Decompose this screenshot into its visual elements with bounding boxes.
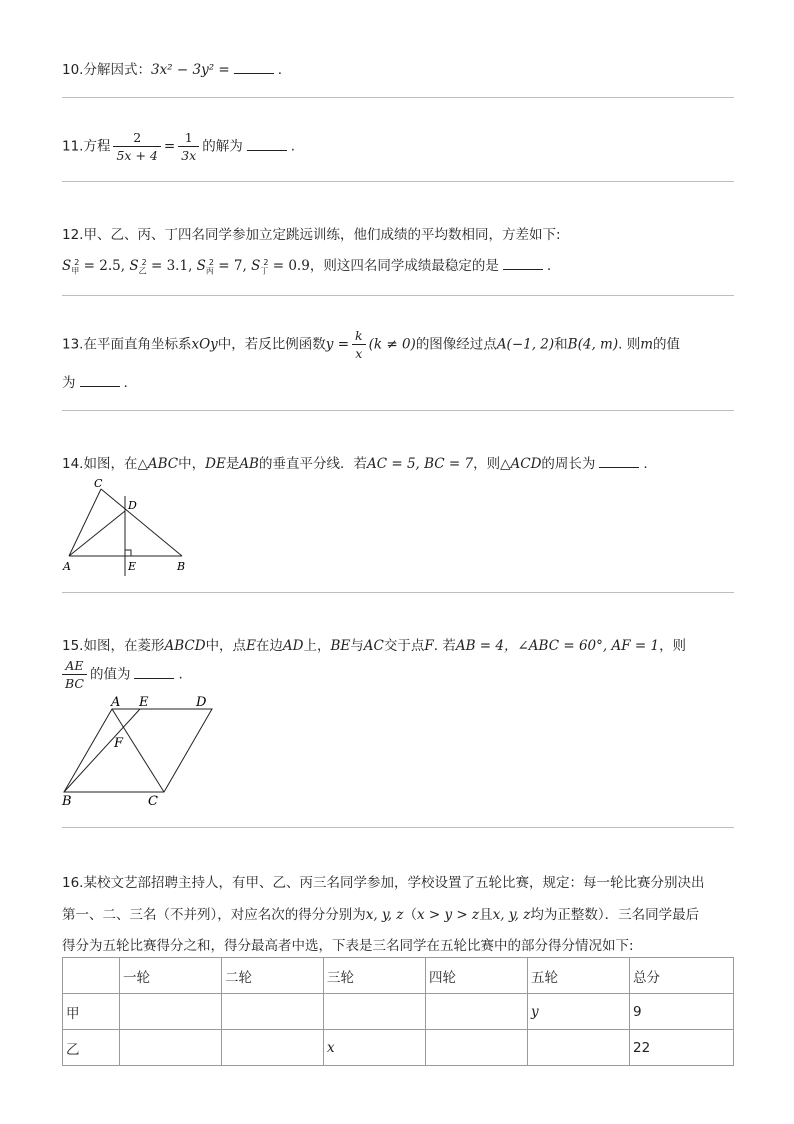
q11-end: . <box>290 138 295 155</box>
q15-given: AB = 4，∠ABC = 60°, AF = 1 <box>455 638 660 654</box>
q12-var-ding: 0.9 <box>288 258 310 274</box>
q14-given: AC = 5, BC = 7 <box>366 456 474 472</box>
table-cell <box>324 994 426 1030</box>
table-header-cell: 一轮 <box>120 958 222 994</box>
table-cell <box>222 1030 324 1066</box>
q15-label-d: D <box>196 695 207 710</box>
q14-label-c: C <box>94 477 103 490</box>
question-14: 14.如图，在△ABC中，DE是AB的垂直平分线．若AC = 5, BC = 7，则△ACD的周长为 . <box>62 456 648 472</box>
q14-label-e: E <box>128 560 137 573</box>
table-cell: 甲 <box>63 994 120 1030</box>
question-13-line-1: 13.在平面直角坐标系xOy中，若反比例函数y = $\frac{k}{x}$ (k ≠ 0)的图像经过点A(−1, 2)和B(4, m). 则m的值 <box>62 328 681 361</box>
q12-sub-yi: 乙 <box>138 266 147 276</box>
q12-var-jia: 2.5 <box>99 258 121 274</box>
q15-label-c: C <box>148 794 158 809</box>
q12-var-bing: 7 <box>233 258 243 274</box>
question-16-line-1: 16.某校文艺部招聘主持人，有甲、乙、丙三名同学参加，学校设置了五轮比赛，规定：每一轮比赛分别决出 <box>62 875 705 891</box>
table-header-cell: 四轮 <box>426 958 528 994</box>
q13-prefix: 13.在平面直角坐标系 <box>62 336 192 353</box>
table-cell <box>426 994 528 1030</box>
q11-equals: = <box>163 138 176 155</box>
q15-label-e: E <box>139 695 149 710</box>
q13-condition: (k ≠ 0) <box>368 336 416 353</box>
q10-prefix: 10.分解因式： <box>62 62 151 78</box>
table-cell: y <box>528 994 630 1030</box>
separator <box>62 592 734 593</box>
table-row <box>63 994 734 1030</box>
question-12-line-1 <box>62 223 734 243</box>
q14-label-d: D <box>128 499 137 512</box>
q10-math: 3x² − 3y² = <box>150 62 230 78</box>
score-table <box>62 957 734 1066</box>
q10-answer-blank[interactable] <box>234 61 274 74</box>
table-header-cell: 总分 <box>630 958 734 994</box>
q14-answer-blank[interactable] <box>599 455 639 468</box>
question-13-line-2: 为 . <box>62 375 128 391</box>
q10-end: . <box>277 62 283 78</box>
table-header-row <box>63 958 734 994</box>
q12-var-yi: 3.1 <box>166 258 189 274</box>
q15-label-f: F <box>114 736 124 751</box>
separator <box>62 181 734 182</box>
q11-suffix: 的解为 <box>202 138 243 155</box>
q14-triangle-figure <box>60 476 190 580</box>
q13-answer-blank[interactable] <box>80 374 120 387</box>
table-cell <box>426 1030 528 1066</box>
q13-function-lhs: y = <box>325 336 350 353</box>
q12-sub-jia: 甲 <box>71 266 80 276</box>
table-cell: 22 <box>630 1030 734 1066</box>
table-header-cell: 五轮 <box>528 958 630 994</box>
question-10 <box>62 58 734 78</box>
q12-line1: 12.甲、乙、丙、丁四名同学参加立定跳远训练，他们成绩的平均数相同，方差如下: <box>62 227 561 243</box>
question-15-line-2: $\frac{AE}{BC}$ 的值为 . <box>62 658 734 691</box>
q15-fraction: $\frac{AE}{BC}$ <box>62 658 87 691</box>
question-15-line-1: 15.如图，在菱形ABCD中，点E在边AD上，BE与AC交于点F. 若AB = 4，∠ABC = 60°, AF = 1，则 <box>62 638 687 654</box>
q15-rhombus-figure <box>56 692 226 810</box>
q15-answer-blank[interactable] <box>134 666 174 679</box>
q13-fraction: $\frac{k}{x}$ <box>352 328 366 361</box>
q12-answer-blank[interactable] <box>503 257 543 270</box>
table-header-cell: 三轮 <box>324 958 426 994</box>
separator <box>62 410 734 411</box>
q14-label-a: A <box>63 560 71 573</box>
q11-fraction-1: $\frac{2}{5x + 4}$ <box>113 130 160 163</box>
q11-prefix: 11.方程 <box>62 138 111 155</box>
table-cell: x <box>324 1030 426 1066</box>
question-16-line-3: 得分为五轮比赛得分之和，得分最高者中选，下表是三名同学在五轮比赛中的部分得分情况如下: <box>62 938 634 954</box>
table-cell: 乙 <box>63 1030 120 1066</box>
q12-sub-bing: 丙 <box>205 266 214 276</box>
q11-fraction-2: $\frac{1}{3x}$ <box>178 130 199 163</box>
q13-point-b: B(4, m) <box>567 336 619 353</box>
table-header-cell <box>63 958 120 994</box>
separator <box>62 827 734 828</box>
q14-label-b: B <box>177 560 186 573</box>
question-12-line-2: $S_甲^2 = 2.5$, $S_乙^2 = 3.1$, $S_丙^2 = 7$, $S_丁^2 = 0.9$，则这四名同学成绩最稳定的是 . <box>62 257 552 276</box>
q13-point-a: A(−1, 2) <box>496 336 555 353</box>
table-cell <box>528 1030 630 1066</box>
q12-sub-ding: 丁 <box>260 266 269 276</box>
question-11 <box>62 130 734 163</box>
table-header-cell: 二轮 <box>222 958 324 994</box>
table-cell: 9 <box>630 994 734 1030</box>
question-16-line-2: 第一、二、三名（不并列），对应名次的得分分别为x, y, z（x > y > z且x, y, z均为正整数）．三名同学最后 <box>62 907 700 923</box>
q12-end: . <box>546 258 552 274</box>
q13-coordinate-system: xOy <box>191 336 218 353</box>
separator <box>62 295 734 296</box>
q12-suffix: ，则这四名同学成绩最稳定的是 <box>309 258 499 274</box>
table-cell <box>120 1030 222 1066</box>
separator <box>62 97 734 98</box>
table-cell <box>120 994 222 1030</box>
q15-label-b: B <box>62 794 72 809</box>
q15-label-a: A <box>111 695 121 710</box>
table-row <box>63 1030 734 1066</box>
table-cell <box>222 994 324 1030</box>
q11-answer-blank[interactable] <box>247 138 287 151</box>
